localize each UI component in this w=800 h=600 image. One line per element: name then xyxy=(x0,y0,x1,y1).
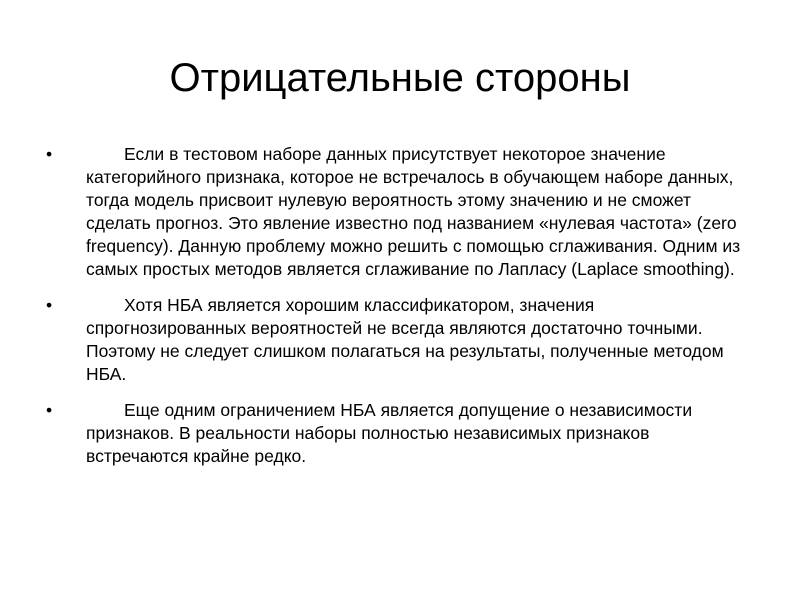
bullet-item xyxy=(46,143,746,281)
slide-title: Отрицательные стороны xyxy=(169,56,631,100)
bullet-text: Если в тестовом наборе данных присутствует некоторое значение категорийного признака, которое не встречалось в обучающем наборе данных, тогда модель присвоит нулевую вероятность этому значению и не сможет сделать прогноз. Это явление известно под названием «нулевая частота» (zero frequency). Данную проблему можно решить с помощью сглаживания. Одним из самых простых методов является сглаживание по Лапласу (Laplace smoothing). xyxy=(86,144,741,279)
bullet-item xyxy=(46,294,746,386)
bullet-list xyxy=(46,143,746,481)
bullet-dot-icon: • xyxy=(46,400,53,420)
bullet-text: Еще одним ограничением НБА является допущение о независимости признаков. В реальности наборы полностью независимых признаков встречаются крайне редко. xyxy=(86,400,693,466)
bullet-dot-icon: • xyxy=(46,295,53,315)
bullet-dot-icon: • xyxy=(46,144,53,164)
bullet-text: Хотя НБА является хорошим классификатором, значения спрогнозированных вероятностей не всегда являются достаточно точными. Поэтому не следует слишком полагаться на результаты, полученные методом НБА. xyxy=(86,295,724,384)
bullet-item xyxy=(46,399,746,468)
